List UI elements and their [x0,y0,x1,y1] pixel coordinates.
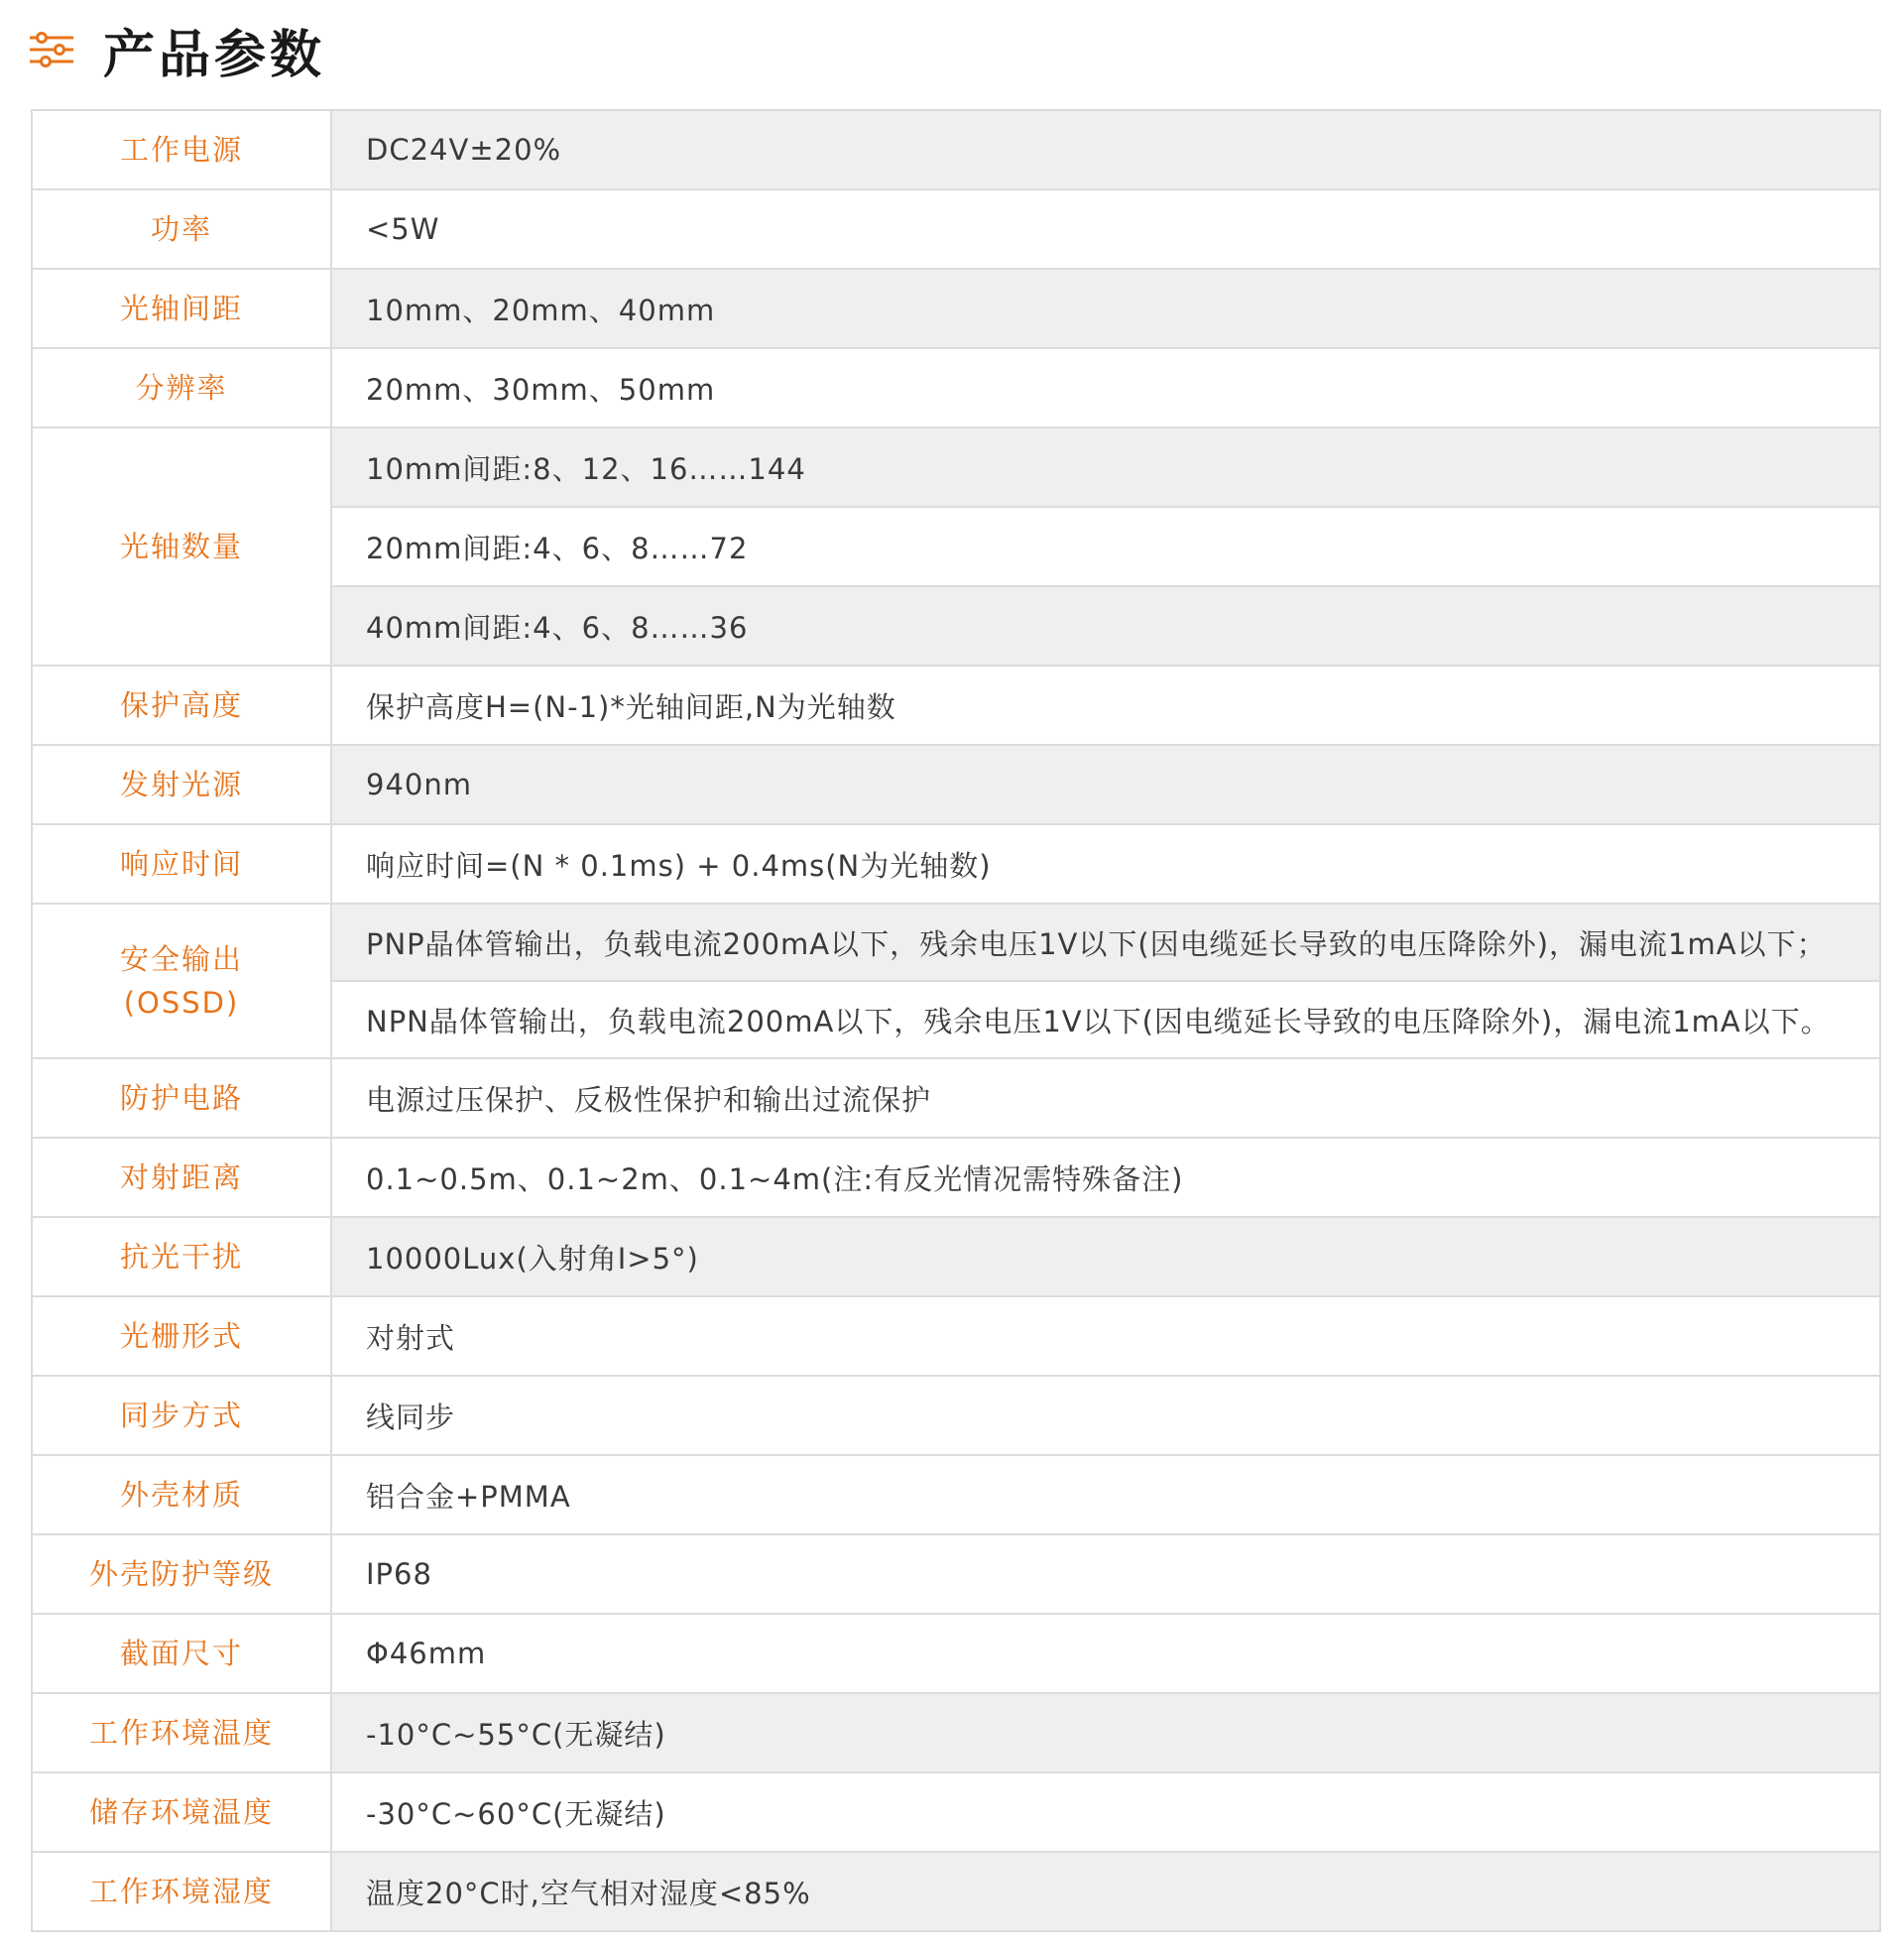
row-label: 对射距离 [32,1138,331,1217]
row-label: 保护高度 [32,666,331,745]
row-value: 10000Lux(入射角I>5°) [331,1217,1880,1296]
row-label: 抗光干扰 [32,1217,331,1296]
table-row [32,745,1880,824]
table-row [32,1296,1880,1376]
row-value: NPN晶体管输出，负载电流200mA以下，残余电压1V以下(因电缆延长导致的电压降除外)，漏电流1mA以下。 [331,981,1880,1058]
table-row [32,1376,1880,1455]
page-title: 产品参数 [103,25,326,85]
table-row [32,1058,1880,1138]
row-value: 线同步 [331,1376,1880,1455]
row-value: 40mm间距:4、6、8……36 [331,586,1880,666]
row-label: 工作环境温度 [32,1693,331,1772]
row-value: 电源过压保护、反极性保护和输出过流保护 [331,1058,1880,1138]
table-row [32,110,1880,189]
row-label: 储存环境温度 [32,1772,331,1852]
table-row [32,666,1880,745]
row-label: 发射光源 [32,745,331,824]
table-row [32,1455,1880,1534]
row-label: 防护电路 [32,1058,331,1138]
row-value: 10mm间距:8、12、16……144 [331,427,1880,507]
row-value: 响应时间=(N * 0.1ms) + 0.4ms(N为光轴数) [331,824,1880,904]
row-label: 响应时间 [32,824,331,904]
row-value: 铝合金+PMMA [331,1455,1880,1534]
row-value: 20mm、30mm、50mm [331,348,1880,427]
table-row [32,348,1880,427]
row-label: 工作环境湿度 [32,1852,331,1931]
row-value: 10mm、20mm、40mm [331,269,1880,348]
table-row [32,269,1880,348]
sliders-icon [28,30,75,69]
row-label: 功率 [32,189,331,269]
row-value: 940nm [331,745,1880,824]
row-value: Φ46mm [331,1614,1880,1693]
row-label [32,904,331,1058]
row-value: -30°C~60°C(无凝结) [331,1772,1880,1852]
row-label: 同步方式 [32,1376,331,1455]
table-row [32,427,1880,507]
table-row [32,824,1880,904]
row-value: 20mm间距:4、6、8……72 [331,507,1880,586]
row-label-line: (OSSD) [123,986,240,1020]
row-value: 对射式 [331,1296,1880,1376]
row-label: 分辨率 [32,348,331,427]
row-label: 工作电源 [32,110,331,189]
row-value: -10°C~55°C(无凝结) [331,1693,1880,1772]
row-value: <5W [331,189,1880,269]
spec-table [31,109,1881,1932]
row-value: 温度20°C时,空气相对湿度<85% [331,1852,1880,1931]
row-label-line: 安全输出 [119,942,243,976]
row-label: 光轴数量 [32,427,331,666]
row-value: PNP晶体管输出，负载电流200mA以下，残余电压1V以下(因电缆延长导致的电压降除外)，漏电流1mA以下； [331,904,1880,981]
table-row [32,189,1880,269]
table-row [32,1693,1880,1772]
row-label: 光轴间距 [32,269,331,348]
row-value: 0.1~0.5m、0.1~2m、0.1~4m(注:有反光情况需特殊备注) [331,1138,1880,1217]
row-value: DC24V±20% [331,110,1880,189]
table-row [32,1614,1880,1693]
table-row [32,1138,1880,1217]
row-value: IP68 [331,1534,1880,1614]
row-label: 光栅形式 [32,1296,331,1376]
table-row [32,1217,1880,1296]
row-label: 截面尺寸 [32,1614,331,1693]
table-row [32,1772,1880,1852]
section-header [28,0,325,99]
table-row [32,904,1880,981]
table-row [32,1852,1880,1931]
row-value: 保护高度H=(N-1)*光轴间距,N为光轴数 [331,666,1880,745]
table-row [32,1534,1880,1614]
row-label: 外壳材质 [32,1455,331,1534]
row-label: 外壳防护等级 [32,1534,331,1614]
